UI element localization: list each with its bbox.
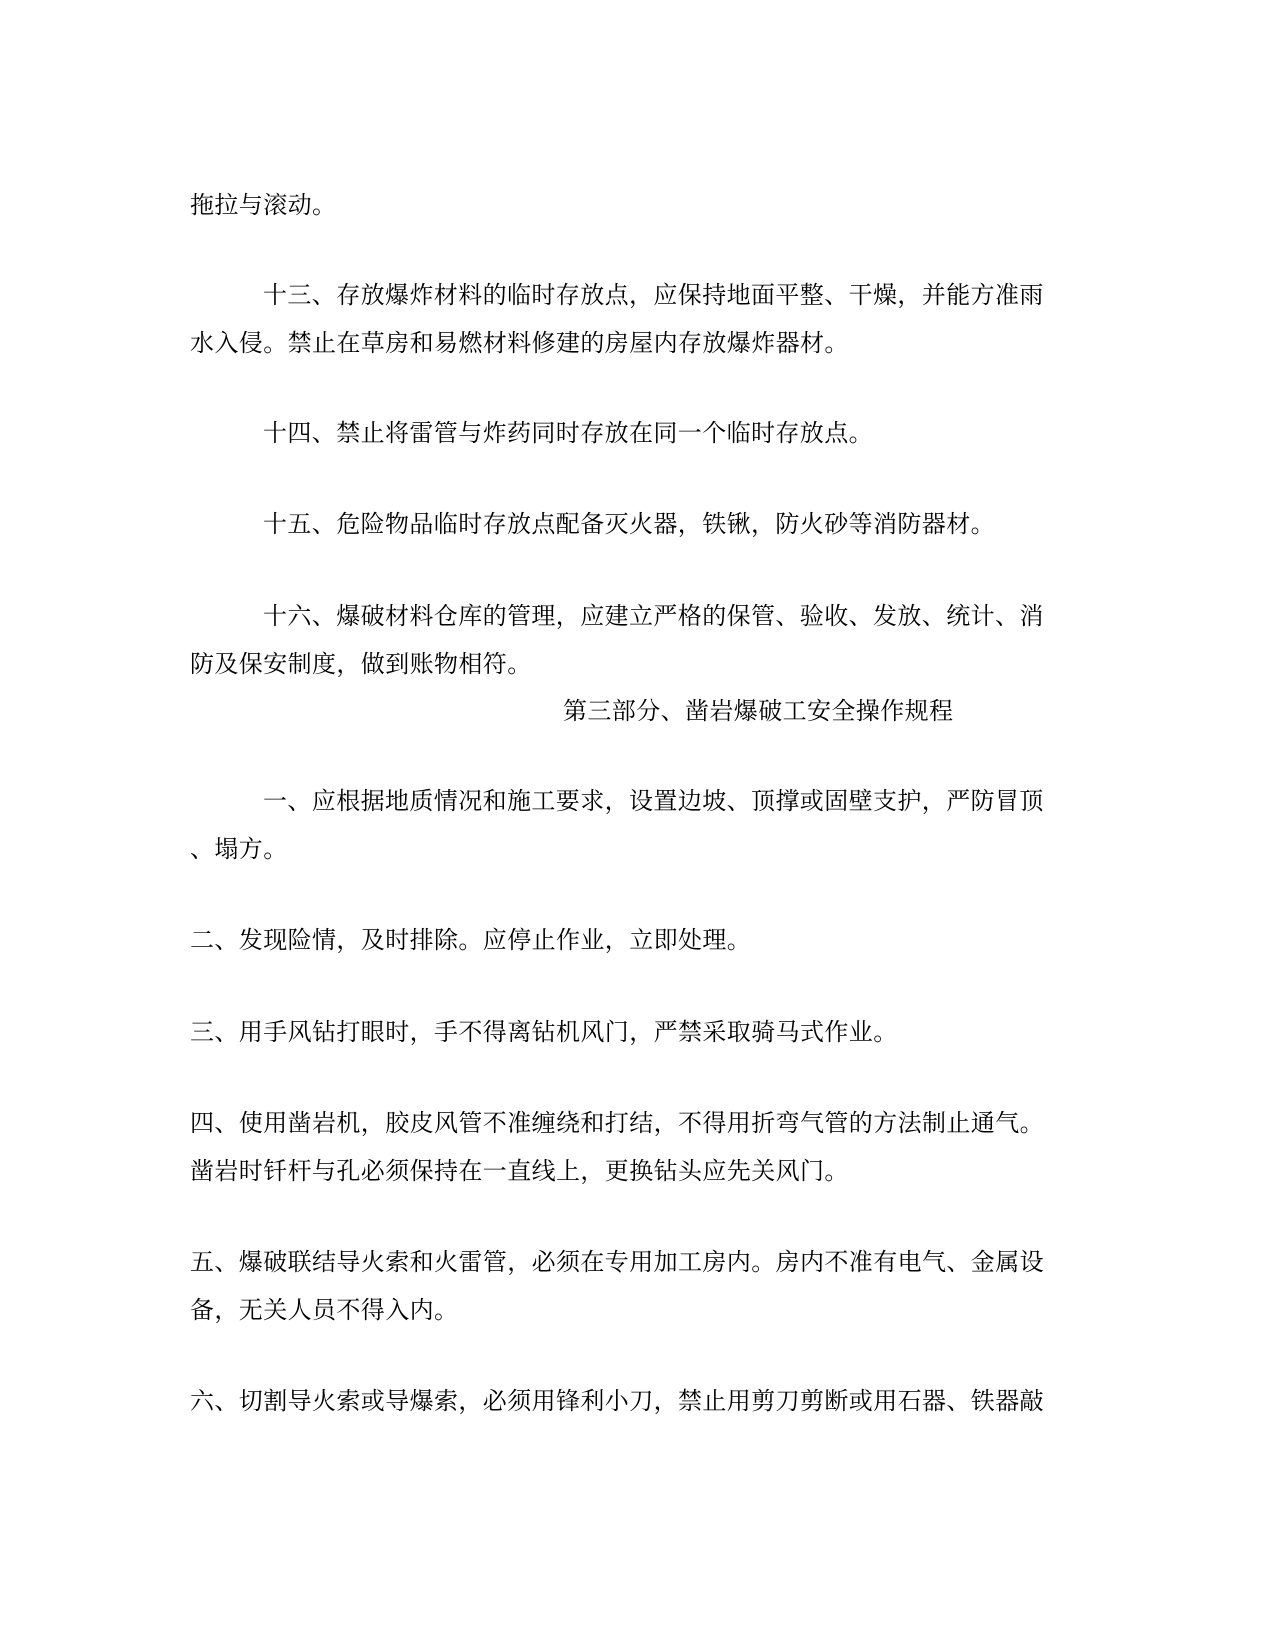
text-line: 、塌方。 xyxy=(190,835,288,863)
text-line: 水入侵。禁止在草房和易燃材料修建的房屋内存放爆炸器材。 xyxy=(190,329,849,357)
text-line: 三、用手风钻打眼时，手不得离钻机风门，严禁采取骑马式作业。 xyxy=(190,1018,898,1046)
text-line: 四、使用凿岩机，胶皮风管不准缠绕和打结，不得用折弯气管的方法制止通气。 xyxy=(190,1109,1044,1137)
text-line: 十四、禁止将雷管与炸药同时存放在同一个临时存放点。 xyxy=(263,419,873,447)
text-line: 十五、危险物品临时存放点配备灭火器，铁锹，防火砂等消防器材。 xyxy=(263,510,995,538)
text-line: 十六、爆破材料仓库的管理，应建立严格的保管、验收、发放、统计、消 xyxy=(263,602,1044,630)
text-line: 五、爆破联结导火索和火雷管，必须在专用加工房内。房内不准有电气、金属设 xyxy=(190,1248,1044,1276)
text-line: 二、发现险情，及时排除。应停止作业，立即处理。 xyxy=(190,926,752,954)
text-line: 一、应根据地质情况和施工要求，设置边坡、顶撑或固壁支护，严防冒顶 xyxy=(263,787,1044,815)
text-line: 十三、存放爆炸材料的临时存放点，应保持地面平整、干燥，并能方准雨 xyxy=(263,281,1044,309)
text-line: 拖拉与滚动。 xyxy=(190,191,337,219)
text-line: 凿岩时钎杆与孔必须保持在一直线上，更换钻头应先关风门。 xyxy=(190,1157,849,1185)
section-heading: 第三部分、凿岩爆破工安全操作规程 xyxy=(563,697,954,725)
text-line: 备，无关人员不得入内。 xyxy=(190,1296,459,1324)
text-line: 防及保安制度，做到账物相符。 xyxy=(190,650,532,678)
text-line: 六、切割导火索或导爆索，必须用锋利小刀，禁止用剪刀剪断或用石器、铁器敲 xyxy=(190,1387,1044,1415)
